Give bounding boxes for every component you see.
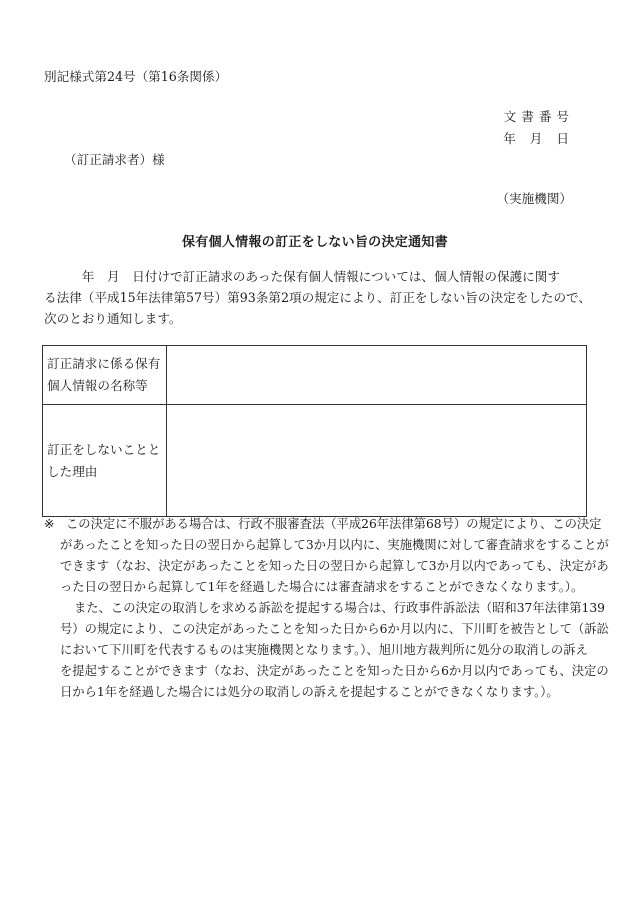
- intro-paragraph: [44, 266, 591, 329]
- intro-line: 年 月 日付けで訂正請求のあった保有個人情報については、個人情報の保護に関す: [44, 269, 560, 284]
- document-number-label: 文書番号: [503, 109, 574, 124]
- info-name-label: 訂正請求に係る保有 個人情報の名称等: [43, 346, 167, 405]
- intro-line: 次のとおり通知します。: [44, 311, 182, 326]
- issuing-agency: （実施機関）: [496, 191, 572, 206]
- reason-value: [167, 405, 587, 517]
- note-line: において下川町を代表するものは実施機関となります。）、旭川地方裁判所に処分の取消しの訴え: [60, 643, 588, 657]
- form-number: 別記様式第24号（第16条関係）: [44, 69, 228, 84]
- table-row: [43, 346, 587, 405]
- table-row: [43, 405, 587, 517]
- note-line: った日の翌日から起算して1年を経過した場合には審査請求をすることができなくなります。）。: [60, 580, 584, 594]
- note-line: を提起することができます（なお、決定があったことを知った日から6か月以内であっても、決定の: [60, 664, 609, 678]
- document-title: 保有個人情報の訂正をしない旨の決定通知書: [181, 235, 448, 250]
- reason-label: 訂正をしないことと した理由: [43, 405, 167, 517]
- note-line: また、この決定の取消しを求める訴訟を提起する場合は、行政事件訴訟法（昭和37年法律第139: [74, 601, 605, 615]
- note-line: 号）の規定により、この決定があったことを知った日から6か月以内に、下川町を被告として（訴訟: [60, 622, 609, 636]
- document-date-label: 年 月 日: [503, 131, 574, 146]
- note-line: ※ この決定に不服がある場合は、行政不服審査法（平成26年法律第68号）の規定により、この決定: [44, 514, 609, 535]
- note-line: できます（なお、決定があったことを知った日の翌日から起算して3か月以内であっても、決定があ: [60, 559, 609, 573]
- info-table: [42, 345, 587, 517]
- note-mark: ※: [44, 517, 55, 531]
- appeal-notice: [44, 514, 609, 703]
- intro-line: る法律（平成15年法律第57号）第93条第2項の規定により、訂正をしない旨の決定をしたので、: [44, 290, 591, 305]
- note-line: があったことを知った日の翌日から起算して3か月以内に、実施機関に対して審査請求をすることが: [60, 538, 609, 552]
- info-name-value: [167, 346, 587, 405]
- addressee: （訂正請求者）様: [64, 152, 165, 167]
- note-line: 日から1年を経過した場合には処分の取消しの訴えを提起することができなくなります。）。: [60, 685, 559, 699]
